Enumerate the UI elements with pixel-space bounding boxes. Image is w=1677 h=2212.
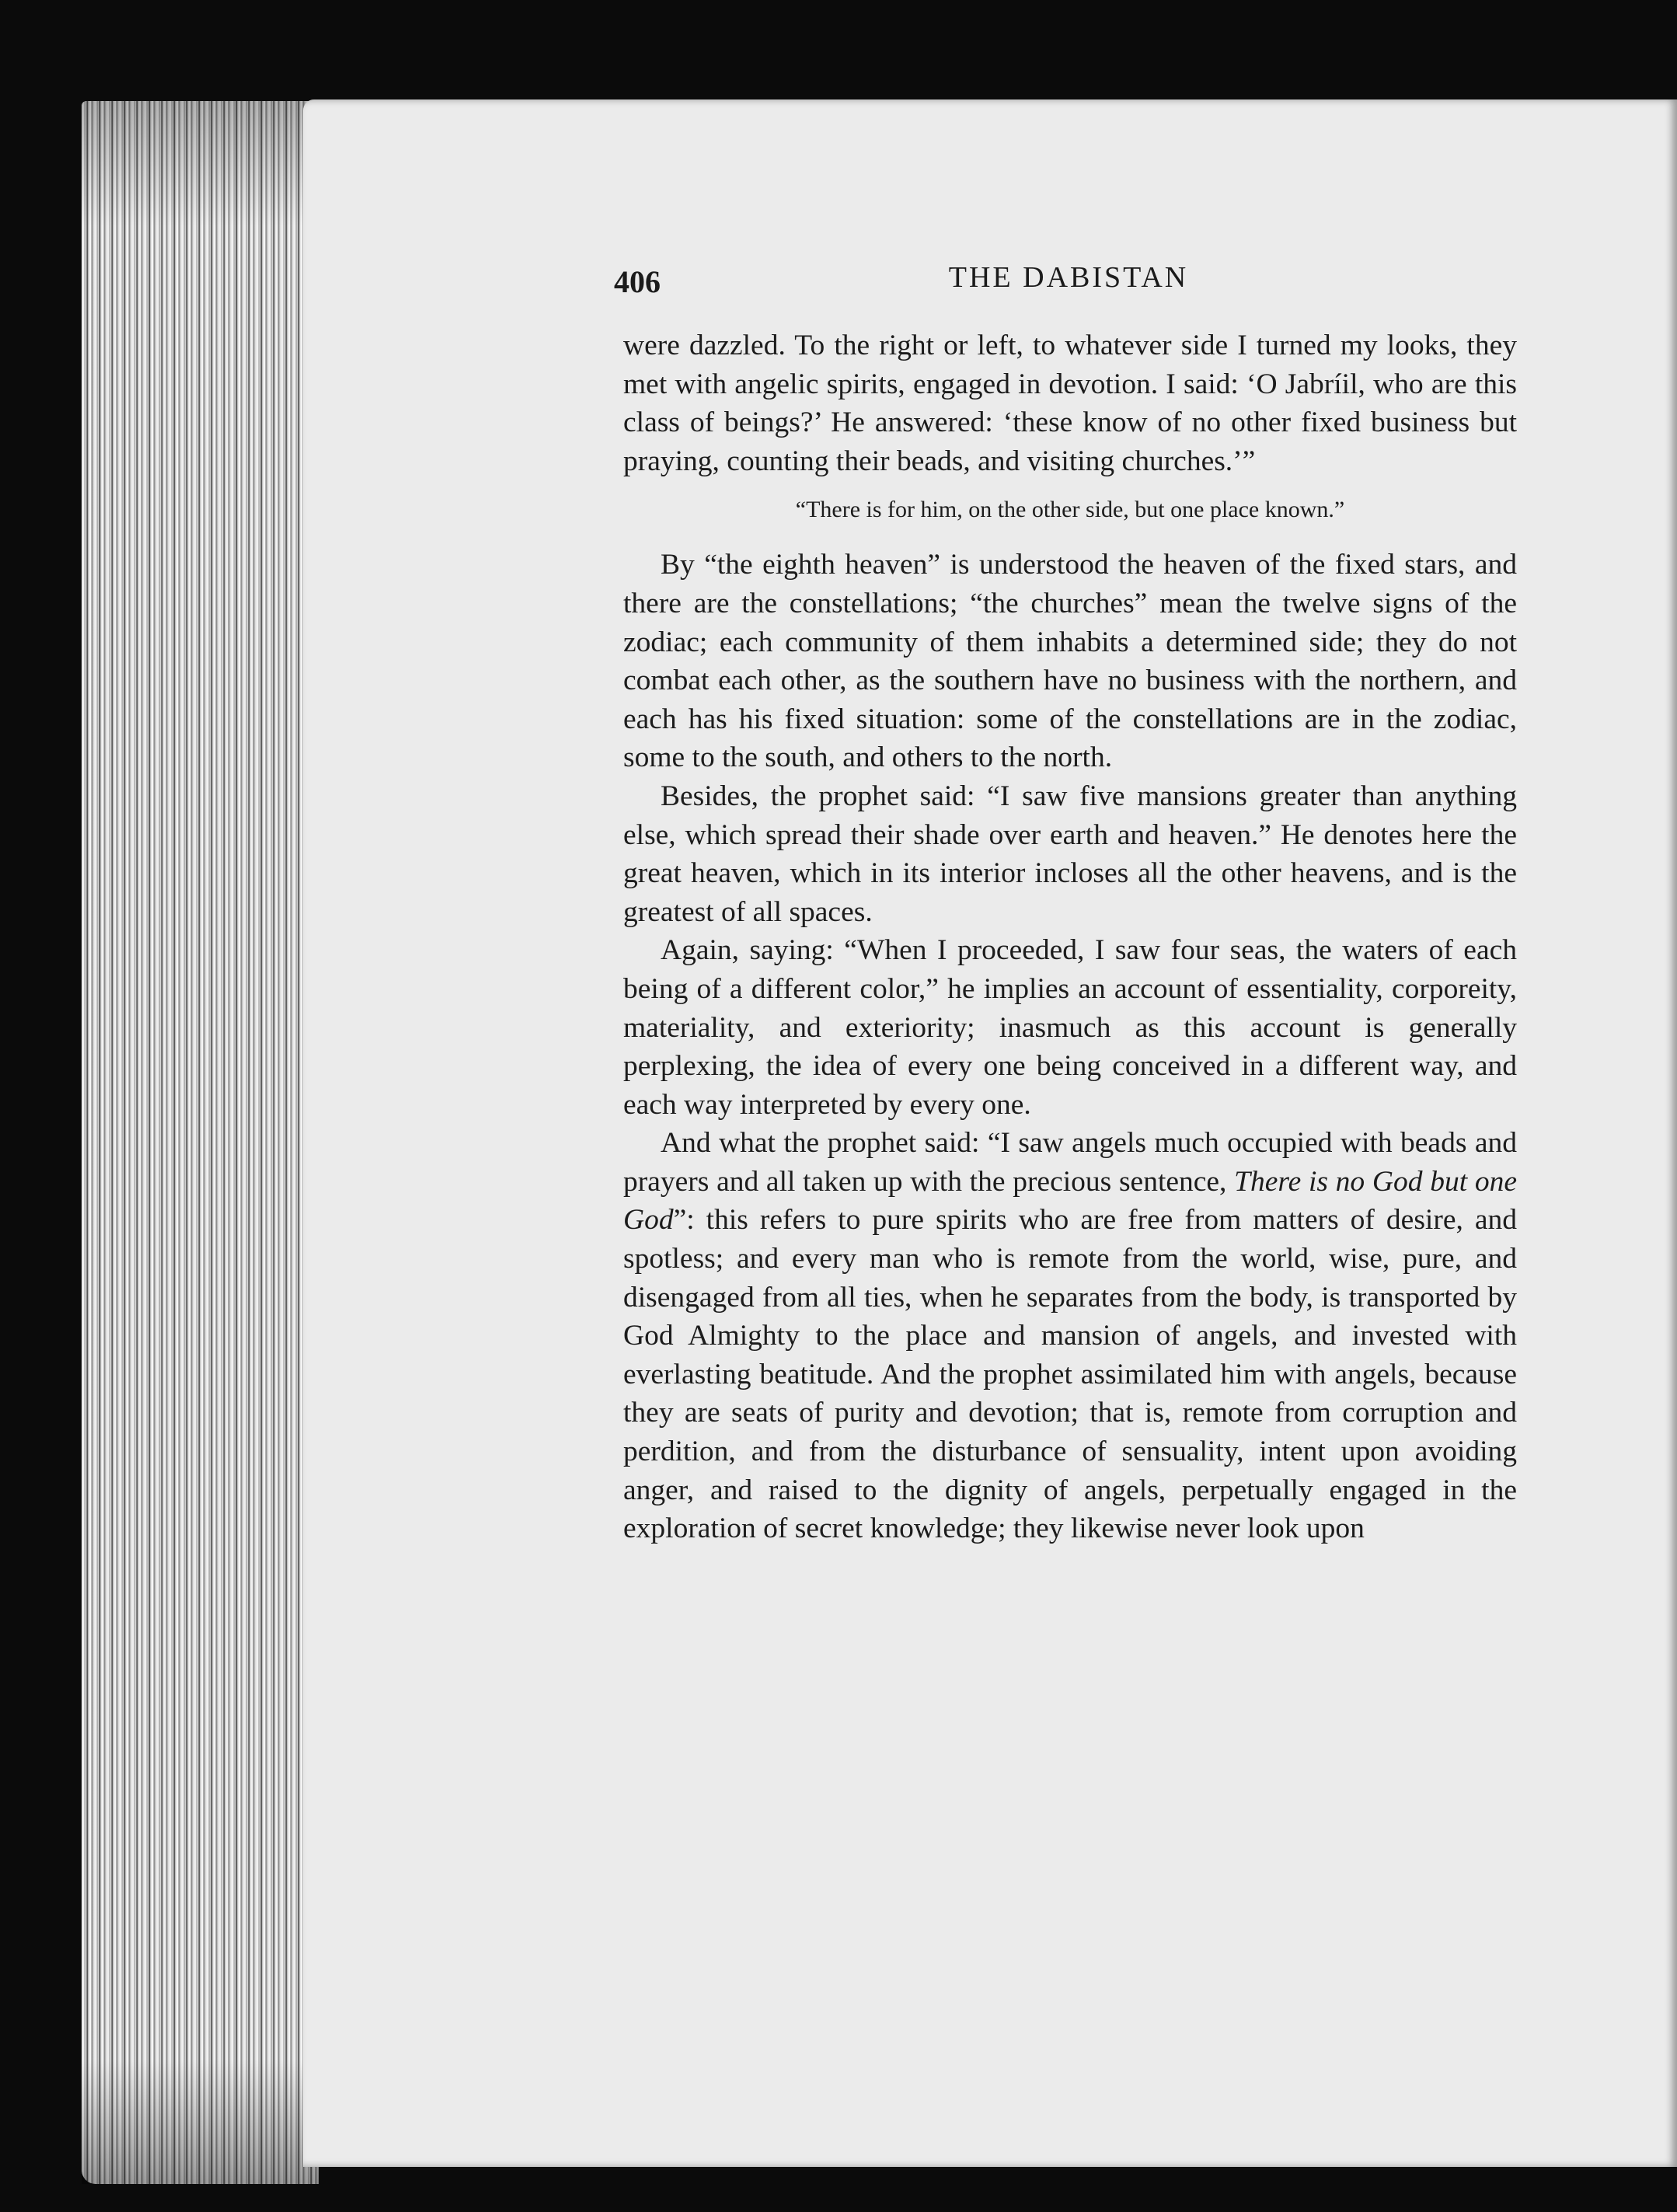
- body-text: [623, 326, 1517, 1548]
- verse-quote: “There is for him, on the other side, but one place known.”: [795, 497, 1345, 523]
- page-number: 406: [614, 264, 661, 299]
- paragraph-angels-end: ”: this refers to pure spirits who are free from matters of desire, and spotless; and every man who is remote from the world, wise, pure, and disengaged from all ties, when he separates from the body, is transported by God Almighty to the place and mansion of angels, and invested with everlasting beatitude. And the prophet assimilated him with angels, because they are seats of purity and devotion; that is, remote from corruption and perdition, and from the disturbance of sensuality, intent upon avoiding anger, and raised to the dignity of angels, perpetually engaged in the exploration of secret knowledge; they likewise never look upon: [623, 1204, 1517, 1545]
- paragraph-four-seas: Again, saying: “When I proceeded, I saw four seas, the waters of each being of a different color,” he implies an account of essentiality, corporeity, materiality, and exteriority; inasmuch as this account is generally perplexing, the idea of every one being conceived in a different way, and each way interpreted by every one.: [623, 934, 1517, 1121]
- paragraph-eighth-heaven: By “the eighth heaven” is understood the heaven of the fixed stars, and there are the constellations; “the churches” mean the twelve signs of the zodiac; each community of them inhabits a determined side; they do not combat each other, as the southern have no business with the northern, and each has his fixed situation: some of the constellations are in the zodiac, some to the south, and others to the north.: [623, 549, 1517, 774]
- running-title: THE DABISTAN: [948, 261, 1189, 294]
- running-head: [614, 260, 1523, 307]
- paragraph-continued: were dazzled. To the right or left, to whatever side I turned my looks, they met with angelic spirits, engaged in devotion. I said: ‘O Jabríil, who are this class of beings?’ He answered: ‘these know of no other fixed business but praying, counting their beads, and visiting churches.’”: [623, 330, 1517, 477]
- paragraph-five-mansions: Besides, the prophet said: “I saw five mansions greater than anything else, which spread their shade over earth and heaven.” He denotes here the great heaven, which in its interior incloses all the other heavens, and is the greatest of all spaces.: [623, 780, 1517, 928]
- paragraph-angels: [623, 1124, 1517, 1548]
- book-page-edges: [82, 101, 319, 2184]
- italic-sentence: There is no God but one God: [623, 1165, 1517, 1237]
- paragraph-angels-start: And what the prophet said: “I saw angels much occupied with beads and prayers and all taken up with the precious sentence,: [623, 1127, 1517, 1198]
